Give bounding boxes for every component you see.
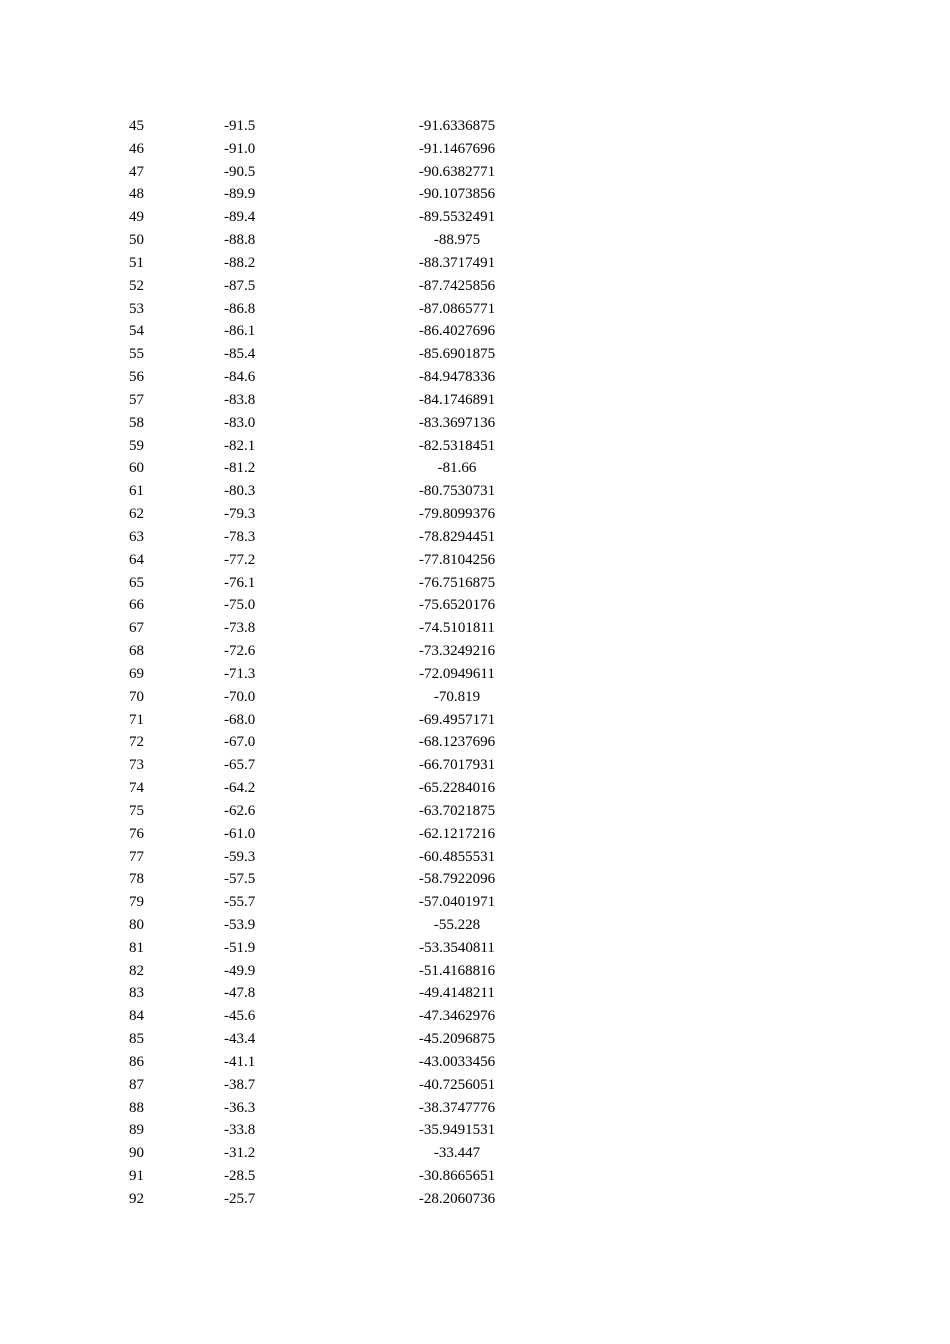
- index-cell: 55: [129, 346, 144, 363]
- computed-value-cell: -74.5101811: [419, 620, 495, 637]
- table-row: [0, 298, 950, 321]
- index-cell: 73: [129, 757, 144, 774]
- computed-value-cell: -88.975: [433, 232, 481, 249]
- table-row: [0, 594, 950, 617]
- computed-value-cell: -35.9491531: [418, 1122, 496, 1139]
- index-cell: 91: [129, 1168, 144, 1185]
- index-cell: 59: [129, 437, 144, 454]
- computed-value-cell: -90.1073856: [418, 186, 496, 203]
- computed-value-cell: -87.0865771: [418, 300, 496, 317]
- table-row: [0, 526, 950, 549]
- computed-value-cell: -86.4027696: [418, 323, 496, 340]
- table-row: [0, 503, 950, 526]
- value-cell: -89.4: [224, 209, 256, 226]
- value-cell: -91.5: [224, 118, 256, 134]
- value-cell: -51.9: [224, 939, 256, 956]
- index-cell: 57: [129, 391, 144, 408]
- table-row: [0, 1051, 950, 1074]
- index-cell: 75: [129, 802, 144, 819]
- value-cell: -86.8: [224, 300, 256, 317]
- value-cell: -31.2: [224, 1145, 256, 1162]
- table-row: [0, 138, 950, 161]
- index-cell: 67: [129, 620, 144, 637]
- value-cell: -41.1: [224, 1053, 256, 1070]
- index-cell: 74: [129, 780, 144, 797]
- value-cell: -57.5: [224, 871, 256, 888]
- table-row: [0, 1028, 950, 1051]
- value-cell: -62.6: [224, 802, 256, 819]
- value-cell: -55.7: [224, 894, 256, 911]
- index-cell: 58: [129, 414, 144, 431]
- table-row: [0, 1005, 950, 1028]
- table-row: [0, 617, 950, 640]
- computed-value-cell: -87.7425856: [418, 277, 496, 294]
- table-row: [0, 914, 950, 937]
- table-row: [0, 1165, 950, 1188]
- table-row: [0, 823, 950, 846]
- table-row: [0, 731, 950, 754]
- table-row: [0, 457, 950, 480]
- value-cell: -86.1: [224, 323, 256, 340]
- value-cell: -25.7: [224, 1190, 256, 1207]
- index-cell: 81: [129, 939, 144, 956]
- computed-value-cell: -51.4168816: [418, 962, 496, 979]
- computed-value-cell: -91.6336875: [418, 118, 496, 134]
- index-cell: 71: [129, 711, 144, 728]
- table-row: [0, 480, 950, 503]
- value-cell: -43.4: [224, 1031, 256, 1048]
- table-row: [0, 275, 950, 298]
- computed-value-cell: -77.8104256: [418, 551, 496, 568]
- computed-value-cell: -90.6382771: [418, 163, 496, 180]
- index-cell: 50: [129, 232, 144, 249]
- value-cell: -72.6: [224, 643, 256, 660]
- table-row: [0, 320, 950, 343]
- computed-value-cell: -81.66: [437, 460, 477, 477]
- value-cell: -45.6: [224, 1008, 256, 1025]
- table-row: [0, 252, 950, 275]
- computed-value-cell: -49.4148211: [419, 985, 495, 1002]
- value-cell: -91.0: [224, 140, 256, 157]
- table-row: [0, 800, 950, 823]
- computed-value-cell: -79.8099376: [418, 506, 496, 523]
- table-row: [0, 640, 950, 663]
- index-cell: 82: [129, 962, 144, 979]
- index-cell: 80: [129, 916, 144, 933]
- value-cell: -77.2: [224, 551, 256, 568]
- value-cell: -78.3: [224, 528, 256, 545]
- index-cell: 51: [129, 254, 144, 271]
- index-cell: 45: [129, 118, 144, 134]
- index-cell: 66: [129, 597, 144, 614]
- computed-value-cell: -70.819: [433, 688, 481, 705]
- computed-value-cell: -69.4957171: [418, 711, 496, 728]
- value-cell: -49.9: [224, 962, 256, 979]
- index-cell: 90: [129, 1145, 144, 1162]
- value-cell: -80.3: [224, 483, 256, 500]
- table-row: [0, 206, 950, 229]
- table-row: [0, 960, 950, 983]
- value-cell: -36.3: [224, 1099, 256, 1116]
- value-cell: -90.5: [224, 163, 256, 180]
- table-row: [0, 343, 950, 366]
- value-cell: -70.0: [224, 688, 256, 705]
- table-row: [0, 1142, 950, 1165]
- index-cell: 86: [129, 1053, 144, 1070]
- computed-value-cell: -68.1237696: [418, 734, 496, 751]
- value-cell: -47.8: [224, 985, 256, 1002]
- table-row: [0, 868, 950, 891]
- table-row: [0, 435, 950, 458]
- index-cell: 83: [129, 985, 144, 1002]
- computed-value-cell: -65.2284016: [418, 780, 496, 797]
- computed-value-cell: -63.7021875: [418, 802, 496, 819]
- table-row: [0, 891, 950, 914]
- index-cell: 72: [129, 734, 144, 751]
- index-cell: 65: [129, 574, 144, 591]
- computed-value-cell: -72.0949611: [419, 665, 495, 682]
- computed-value-cell: -33.447: [433, 1145, 481, 1162]
- index-cell: 47: [129, 163, 144, 180]
- value-cell: -67.0: [224, 734, 256, 751]
- computed-value-cell: -84.1746891: [418, 391, 496, 408]
- value-cell: -88.2: [224, 254, 256, 271]
- value-cell: -28.5: [224, 1168, 256, 1185]
- index-cell: 61: [129, 483, 144, 500]
- computed-value-cell: -75.6520176: [418, 597, 496, 614]
- index-cell: 49: [129, 209, 144, 226]
- computed-value-cell: -88.3717491: [418, 254, 496, 271]
- table-row: [0, 686, 950, 709]
- table-row: [0, 663, 950, 686]
- value-cell: -82.1: [224, 437, 256, 454]
- table-row: [0, 1074, 950, 1097]
- value-cell: -89.9: [224, 186, 256, 203]
- index-cell: 56: [129, 369, 144, 386]
- table-row: [0, 572, 950, 595]
- index-cell: 76: [129, 825, 144, 842]
- value-cell: -33.8: [224, 1122, 256, 1139]
- index-cell: 87: [129, 1076, 144, 1093]
- value-cell: -87.5: [224, 277, 256, 294]
- computed-value-cell: -82.5318451: [418, 437, 496, 454]
- index-cell: 68: [129, 643, 144, 660]
- value-cell: -65.7: [224, 757, 256, 774]
- value-cell: -61.0: [224, 825, 256, 842]
- computed-value-cell: -45.2096875: [418, 1031, 496, 1048]
- value-cell: -53.9: [224, 916, 256, 933]
- computed-value-cell: -57.0401971: [418, 894, 496, 911]
- value-cell: -83.0: [224, 414, 256, 431]
- computed-value-cell: -38.3747776: [418, 1099, 496, 1116]
- index-cell: 79: [129, 894, 144, 911]
- table-row: [0, 1188, 950, 1211]
- computed-value-cell: -60.4855531: [418, 848, 496, 865]
- index-cell: 62: [129, 506, 144, 523]
- table-row: [0, 709, 950, 732]
- index-cell: 88: [129, 1099, 144, 1116]
- computed-value-cell: -73.3249216: [418, 643, 496, 660]
- table-row: [0, 937, 950, 960]
- computed-value-cell: -40.7256051: [418, 1076, 496, 1093]
- value-cell: -88.8: [224, 232, 256, 249]
- table-row: [0, 161, 950, 184]
- computed-value-cell: -28.2060736: [418, 1190, 496, 1207]
- value-cell: -83.8: [224, 391, 256, 408]
- value-cell: -79.3: [224, 506, 256, 523]
- index-cell: 60: [129, 460, 144, 477]
- value-cell: -73.8: [224, 620, 256, 637]
- index-cell: 78: [129, 871, 144, 888]
- value-cell: -68.0: [224, 711, 256, 728]
- index-cell: 77: [129, 848, 144, 865]
- index-cell: 63: [129, 528, 144, 545]
- value-cell: -84.6: [224, 369, 256, 386]
- value-cell: -85.4: [224, 346, 256, 363]
- index-cell: 85: [129, 1031, 144, 1048]
- computed-value-cell: -85.6901875: [418, 346, 496, 363]
- table-row: [0, 982, 950, 1005]
- index-cell: 53: [129, 300, 144, 317]
- index-cell: 92: [129, 1190, 144, 1207]
- index-cell: 70: [129, 688, 144, 705]
- computed-value-cell: -55.228: [433, 916, 481, 933]
- computed-value-cell: -80.7530731: [418, 483, 496, 500]
- value-cell: -38.7: [224, 1076, 256, 1093]
- index-cell: 48: [129, 186, 144, 203]
- computed-value-cell: -58.7922096: [418, 871, 496, 888]
- index-cell: 89: [129, 1122, 144, 1139]
- index-cell: 84: [129, 1008, 144, 1025]
- index-cell: 54: [129, 323, 144, 340]
- index-cell: 64: [129, 551, 144, 568]
- computed-value-cell: -89.5532491: [418, 209, 496, 226]
- computed-value-cell: -30.8665651: [418, 1168, 496, 1185]
- index-cell: 46: [129, 140, 144, 157]
- computed-value-cell: -47.3462976: [418, 1008, 496, 1025]
- computed-value-cell: -62.1217216: [418, 825, 496, 842]
- index-cell: 69: [129, 665, 144, 682]
- table-row: [0, 1119, 950, 1142]
- computed-value-cell: -78.8294451: [418, 528, 496, 545]
- computed-value-cell: -53.3540811: [419, 939, 495, 956]
- computed-value-cell: -83.3697136: [418, 414, 496, 431]
- computed-value-cell: -43.0033456: [418, 1053, 496, 1070]
- value-cell: -71.3: [224, 665, 256, 682]
- table-row: [0, 115, 950, 138]
- table-row: [0, 777, 950, 800]
- table-row: [0, 366, 950, 389]
- table-row: [0, 229, 950, 252]
- computed-value-cell: -76.7516875: [418, 574, 496, 591]
- table-row: [0, 549, 950, 572]
- value-cell: -76.1: [224, 574, 256, 591]
- computed-value-cell: -66.7017931: [418, 757, 496, 774]
- table-row: [0, 183, 950, 206]
- table-row: [0, 412, 950, 435]
- value-cell: -75.0: [224, 597, 256, 614]
- table-row: [0, 1097, 950, 1120]
- value-cell: -81.2: [224, 460, 256, 477]
- data-table: [0, 115, 950, 1211]
- computed-value-cell: -91.1467696: [418, 140, 496, 157]
- table-row: [0, 754, 950, 777]
- index-cell: 52: [129, 277, 144, 294]
- value-cell: -59.3: [224, 848, 256, 865]
- table-row: [0, 846, 950, 869]
- table-row: [0, 389, 950, 412]
- value-cell: -64.2: [224, 780, 256, 797]
- computed-value-cell: -84.9478336: [418, 369, 496, 386]
